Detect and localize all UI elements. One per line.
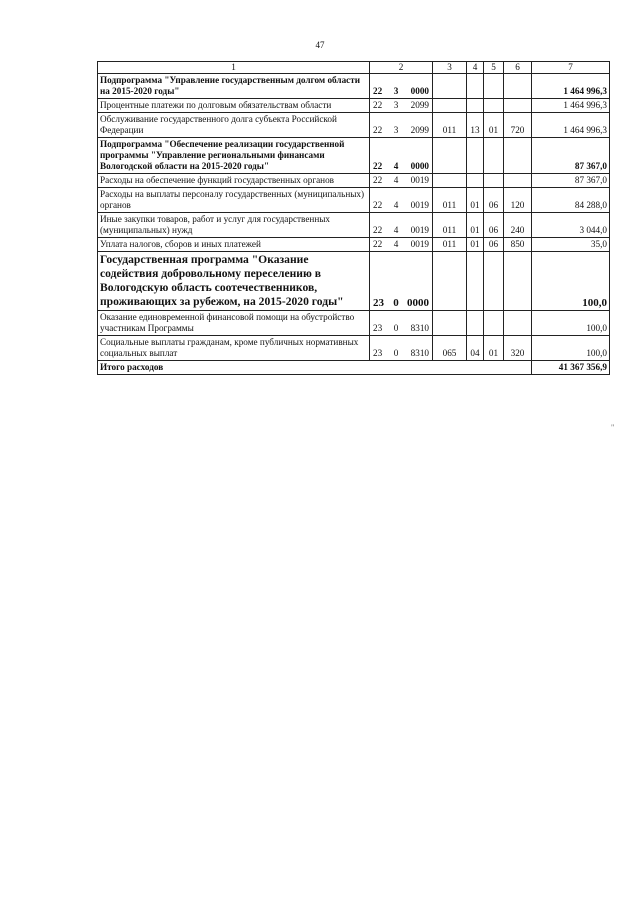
code-program: 22 (373, 86, 383, 96)
code-subprogram: 3 (393, 125, 399, 135)
row-code (370, 113, 433, 138)
row-col-4: 01 (467, 238, 484, 252)
code-direction: 0019 (410, 200, 429, 210)
table-row (98, 252, 610, 311)
total-row (98, 361, 610, 375)
table-row (98, 336, 610, 361)
code-subprogram: 4 (393, 239, 399, 249)
code-subprogram: 4 (393, 200, 399, 210)
row-col-6: 120 (504, 188, 532, 213)
table-row (98, 188, 610, 213)
code-direction: 8310 (410, 348, 429, 358)
row-col-5: 06 (484, 238, 504, 252)
row-code (370, 311, 433, 336)
table-row (98, 311, 610, 336)
row-name: Социальные выплаты гражданам, кроме публичных нормативных социальных выплат (98, 336, 370, 361)
row-col-5 (484, 99, 504, 113)
row-name: Расходы на обеспечение функций государственных органов (98, 174, 370, 188)
row-col-4: 01 (467, 188, 484, 213)
row-col-3 (433, 74, 467, 99)
row-col-6: 240 (504, 213, 532, 238)
row-name: Расходы на выплаты персоналу государственных (муниципальных) органов (98, 188, 370, 213)
row-name: Государственная программа "Оказание содействия добровольному переселению в Вологодскую область соотечественников, проживающих за рубежом, на 2015-2020 годы" (98, 252, 370, 311)
row-col-3: 011 (433, 238, 467, 252)
table-body (98, 74, 610, 375)
row-code (370, 174, 433, 188)
code-subprogram: 0 (393, 323, 399, 333)
row-code (370, 336, 433, 361)
row-col-5 (484, 252, 504, 311)
row-col-6 (504, 74, 532, 99)
code-direction: 0019 (410, 225, 429, 235)
code-program: 22 (373, 225, 383, 235)
row-name: Иные закупки товаров, работ и услуг для государственных (муниципальных) нужд (98, 213, 370, 238)
table-header-row (98, 62, 610, 74)
code-subprogram: 4 (393, 225, 399, 235)
row-col-3: 065 (433, 336, 467, 361)
row-col-5: 01 (484, 113, 504, 138)
row-col-4 (467, 99, 484, 113)
code-program: 22 (373, 161, 383, 171)
row-col-6: 850 (504, 238, 532, 252)
header-col-1: 1 (98, 62, 370, 74)
edge-mark: " (611, 423, 615, 432)
row-col-6 (504, 99, 532, 113)
code-subprogram: 4 (393, 175, 399, 185)
table-row (98, 238, 610, 252)
table-row (98, 74, 610, 99)
row-sum: 87 367,0 (532, 138, 610, 174)
table-row (98, 99, 610, 113)
code-direction: 0019 (410, 175, 429, 185)
row-name: Подпрограмма "Обеспечение реализации государственной программы "Управление региональными финансами Вологодской области на 2015-2020 годы" (98, 138, 370, 174)
row-name: Процентные платежи по долговым обязательствам области (98, 99, 370, 113)
budget-table (97, 61, 610, 375)
code-program: 23 (373, 348, 383, 358)
row-sum: 87 367,0 (532, 174, 610, 188)
row-col-5 (484, 74, 504, 99)
row-sum: 1 464 996,3 (532, 113, 610, 138)
row-col-4 (467, 74, 484, 99)
row-col-6 (504, 311, 532, 336)
row-sum: 84 288,0 (532, 188, 610, 213)
code-program: 22 (373, 125, 383, 135)
row-sum: 100,0 (532, 311, 610, 336)
header-col-5: 5 (484, 62, 504, 74)
row-col-3 (433, 174, 467, 188)
row-col-5: 06 (484, 188, 504, 213)
row-col-3 (433, 99, 467, 113)
table-row (98, 138, 610, 174)
row-name: Уплата налогов, сборов и иных платежей (98, 238, 370, 252)
header-col-7: 7 (532, 62, 610, 74)
row-col-6: 720 (504, 113, 532, 138)
code-program: 22 (373, 200, 383, 210)
header-col-6: 6 (504, 62, 532, 74)
row-code (370, 252, 433, 311)
row-name: Подпрограмма "Управление государственным долгом области на 2015-2020 годы" (98, 74, 370, 99)
row-sum: 100,0 (532, 336, 610, 361)
header-col-4: 4 (467, 62, 484, 74)
table-row (98, 213, 610, 238)
row-col-4 (467, 174, 484, 188)
row-col-3 (433, 311, 467, 336)
row-col-3 (433, 138, 467, 174)
row-sum: 1 464 996,3 (532, 74, 610, 99)
row-col-5 (484, 174, 504, 188)
row-col-4: 04 (467, 336, 484, 361)
row-name: Оказание единовременной финансовой помощи на обустройство участникам Программы (98, 311, 370, 336)
row-code (370, 138, 433, 174)
code-program: 22 (373, 175, 383, 185)
row-sum: 1 464 996,3 (532, 99, 610, 113)
row-sum: 35,0 (532, 238, 610, 252)
code-subprogram: 0 (393, 297, 399, 309)
row-code (370, 238, 433, 252)
row-col-5 (484, 138, 504, 174)
code-subprogram: 3 (393, 86, 399, 96)
row-col-6 (504, 174, 532, 188)
row-col-6 (504, 138, 532, 174)
row-code (370, 188, 433, 213)
row-col-4: 13 (467, 113, 484, 138)
row-col-4 (467, 252, 484, 311)
row-sum: 3 044,0 (532, 213, 610, 238)
table-row (98, 113, 610, 138)
table-row (98, 174, 610, 188)
code-program: 22 (373, 100, 383, 110)
header-col-3: 3 (433, 62, 467, 74)
total-sum: 41 367 356,9 (532, 361, 610, 375)
header-col-2: 2 (370, 62, 433, 74)
code-direction: 2099 (410, 125, 429, 135)
code-program: 23 (373, 323, 383, 333)
code-direction: 0000 (410, 86, 429, 96)
row-col-6: 320 (504, 336, 532, 361)
code-subprogram: 0 (393, 348, 399, 358)
code-direction: 0000 (410, 161, 429, 171)
row-col-6 (504, 252, 532, 311)
row-col-4: 01 (467, 213, 484, 238)
code-program: 23 (373, 297, 384, 309)
row-col-5: 01 (484, 336, 504, 361)
page-number: 47 (315, 40, 325, 50)
row-code (370, 213, 433, 238)
code-program: 22 (373, 239, 383, 249)
row-sum: 100,0 (532, 252, 610, 311)
row-code (370, 74, 433, 99)
row-col-3: 011 (433, 113, 467, 138)
row-col-3 (433, 252, 467, 311)
row-col-5: 06 (484, 213, 504, 238)
row-code (370, 99, 433, 113)
row-name: Обслуживание государственного долга субъекта Российской Федерации (98, 113, 370, 138)
code-subprogram: 3 (393, 100, 399, 110)
row-col-5 (484, 311, 504, 336)
code-subprogram: 4 (393, 161, 399, 171)
total-label: Итого расходов (98, 361, 532, 375)
code-direction: 2099 (410, 100, 429, 110)
row-col-4 (467, 138, 484, 174)
row-col-3: 011 (433, 188, 467, 213)
code-direction: 0000 (407, 297, 429, 309)
code-direction: 0019 (410, 239, 429, 249)
row-col-4 (467, 311, 484, 336)
code-direction: 8310 (410, 323, 429, 333)
row-col-3: 011 (433, 213, 467, 238)
